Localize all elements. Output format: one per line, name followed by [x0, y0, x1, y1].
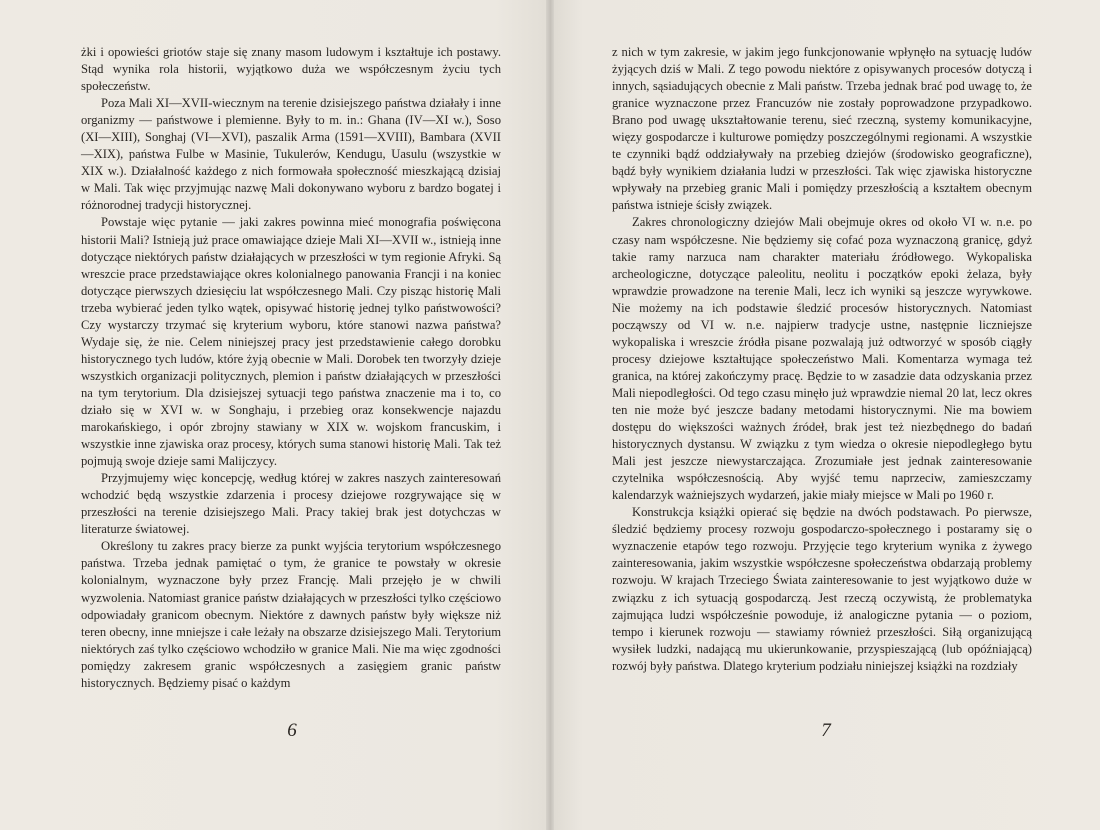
right-page-text	[612, 44, 1032, 675]
paragraph: Poza Mali XI—XVII-wiecznym na terenie dzisiejszego państwa działały i inne organizmy — państwowe i plemienne. Były to m. in.: Ghana (IV—XI w.), Soso (XI—XIII), Songhaj (VI—XVI), paszalik Arma (1591—XVIII), Bambara (XVII—XIX), państwa Fulbe w Masinie, Tukulerów, Kendugu, Uasulu (wszystkie w XIX w.). Działalność każdego z nich formowała społeczność mieszkającą dzisiaj w Mali. Tak więc przyjmując nazwę Mali dokonywano wyboru z bardzo bogatej i różnorodnej tradycji historycznej.	[81, 96, 501, 213]
paragraph: Zakres chronologiczny dziejów Mali obejmuje okres od około VI w. n.e. po czasy nam współczesne. Nie będziemy się cofać poza wyznaczoną granicę, gdyż takie ramy narzuca nam charakter materiału źródłowego. Wykopaliska archeologiczne, dotyczące paleolitu, neolitu i początków epoki żelaza, były wprawdzie prowadzone na terenie Mali, lecz ich wyniki są jeszcze wyrywkowe. Nie możemy na ich podstawie śledzić procesów historycznych. Natomiast począwszy od VI w. n.e. najpierw tradycje ustne, następnie liczniejsze wykopaliska i wreszcie źródła pisane pozwalają już odtworzyć w sposób ciągły procesy dziejowe kształtujące społeczeństwo Mali. Komentarza wymaga też granica, na której zakończymy pracę. Będzie to w zasadzie data odzyskania przez Mali niepodległości. Od tego czasu minęło już wprawdzie niemal 20 lat, lecz okres ten nie może być jeszcze badany metodami historycznymi. Nie ma bowiem dostępu do większości ważnych źródeł, brak jest też niezbędnego do badań historycznych dystansu. W związku z tym wiedza o okresie niepodległego bytu Mali jest jeszcze niewystarczająca. Zrozumiałe jest jednak zainteresowanie czytelnika współczesnością. Aby wyjść temu naprzeciw, zamieszczamy kalendarzyk ważniejszych wydarzeń, jakie miały miejsce w Mali po 1960 r.	[612, 215, 1032, 503]
right-page	[550, 0, 1100, 830]
page-number: 7	[821, 720, 831, 741]
paragraph: Przyjmujemy więc koncepcję, według której w zakres naszych zainteresowań wchodzić będą wszystkie zdarzenia i procesy dziejowe rozgrywające się w przeszłości na terenie dzisiejszego Mali. Pracy takiej brak jest dotychczas w literaturze światowej.	[81, 471, 501, 537]
paragraph: z nich w tym zakresie, w jakim jego funkcjonowanie wpłynęło na sytuację ludów żyjących dziś w Mali. Z tego powodu niektóre z opisywanych procesów dotyczą i innych, sąsiadujących obecnie z Mali państw. Trzeba jednak brać pod uwagę to, że granice wyznaczone przez Francuzów nie zostały poprowadzone przypadkowo. Brano pod uwagę ukształtowanie terenu, sieć rzeczną, systemy komunikacyjne, więzy gospodarcze i kulturowe pomiędzy poszczególnymi regionami. A wszystkie te czynniki bądź oddziaływały na przebieg dziejów (środowisko geograficzne), bądź były wynikiem działania ludzi w przeszłości. Tak więc zjawiska historyczne wpływały na przebieg granic Mali i pomiędzy przeszłością a kształtem obecnym państwa istnieje ścisły związek.	[612, 45, 1032, 213]
page-number: 6	[287, 720, 297, 741]
left-page-text	[81, 44, 501, 692]
paragraph: Określony tu zakres pracy bierze za punkt wyjścia terytorium współczesnego państwa. Trzeba jednak pamiętać o tym, że granice te powstały w okresie kolonialnym, wyznaczone były przez Francję. Mali przejęło je w chwili wyzwolenia. Natomiast granice państw działających w przeszłości tylko częściowo odpowiadały granicom obecnym. Niektóre z dawnych państw były większe niż teren obecny, inne mniejsze i całe leżały na obszarze dzisiejszego Mali. Terytorium niektórych zaś tylko częściowo wchodziło w granice Mali. Nie ma więc zgodności pomiędzy zakresem granic współczesnych a zasięgiem granic państw historycznych. Będziemy pisać o każdym	[81, 539, 501, 690]
book-gutter	[546, 0, 554, 830]
paragraph: żki i opowieści griotów staje się znany masom ludowym i kształtuje ich postawy. Stąd wynika rola historii, wyjątkowo duża we współczesnym życiu tych społeczeństw.	[81, 45, 501, 94]
paragraph: Powstaje więc pytanie — jaki zakres powinna mieć monografia poświęcona historii Mali? Istnieją już prace omawiające dzieje Mali XI—XVII w., istnieją inne dotyczące niektórych państw działających w przeszłości w tym regionie Afryki. Są wreszcie prace przedstawiające okres kolonialnego panowania Francji i na koniec dotyczące pierwszych dziesięciu lat współczesnego Mali. Czy pisząc historię Mali trzeba wybierać jeden tylko wątek, opisywać historię jednej tylko państwowości? Czy wystarczy trzymać się kryterium wyboru, które stanowi nazwa państwa? Wydaje się, że nie. Celem niniejszej pracy jest przedstawienie całego dorobku historycznego tych ludów, które żyją obecnie w Mali. Dorobek ten tworzyły dzieje wszystkich organizacji politycznych, plemion i państw działających w przeszłości na tym terytorium. Dla dzisiejszej sytuacji tego państwa znaczenie ma i to, co działo się w XVI w. w Songhaju, i przebieg oraz konsekwencje najazdu marokańskiego, i opór zbrojny stawiany w XIX w. wojskom francuskim, i wszystkie inne zjawiska oraz procesy, których suma stanowi historię Mali. Tak też pojmują swoje dzieje sami Malijczycy.	[81, 215, 501, 469]
paragraph: Konstrukcja książki opierać się będzie na dwóch podstawach. Po pierwsze, śledzić będziemy procesy rozwoju gospodarczo-społecznego i postaramy się o wyznaczenie etapów tego rozwoju. Przyjęcie tego kryterium wynika z żywego zainteresowania, jakim wszystkie współczesne społeczeństwa obdarzają problemy rozwoju. W krajach Trzeciego Świata zainteresowanie to jest wyjątkowo duże w związku z ich sytuacją gospodarczą. Jest rzeczą oczywistą, że problematyka zajmująca ludzi współcześnie powoduje, iż analogiczne pytania — o poziom, tempo i kierunek rozwoju — stawiamy również przeszłości. Siłą organizującą wysiłek ludzki, nadającą mu ukierunkowanie, przyspieszającą (lub opóźniającą) rozwój były państwa. Dlatego kryterium podziału niniejszej książki na rozdziały	[612, 505, 1032, 673]
